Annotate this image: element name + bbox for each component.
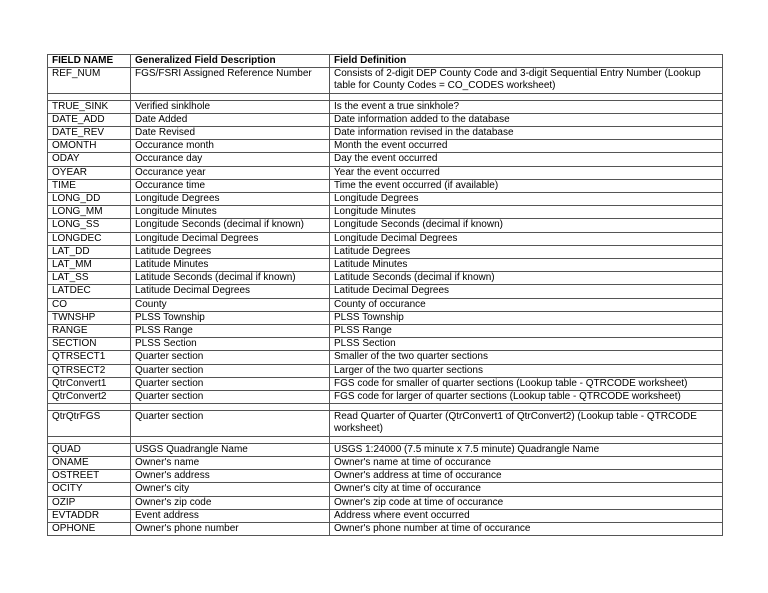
- field-name-cell: OZIP: [48, 496, 131, 509]
- generalized-description-cell: Owner's zip code: [131, 496, 330, 509]
- generalized-description-cell: PLSS Range: [131, 325, 330, 338]
- gap-cell: [131, 404, 330, 411]
- field-definition-cell: Owner's name at time of occurance: [330, 456, 723, 469]
- field-definition-cell: PLSS Range: [330, 325, 723, 338]
- table-row: [48, 483, 723, 496]
- table-row: [48, 272, 723, 285]
- field-definition-cell: Longitude Seconds (decimal if known): [330, 219, 723, 232]
- generalized-description-cell: Quarter section: [131, 411, 330, 436]
- field-name-cell: REF_NUM: [48, 68, 131, 93]
- generalized-description-cell: PLSS Township: [131, 311, 330, 324]
- generalized-description-cell: Owner's name: [131, 456, 330, 469]
- generalized-description-cell: Owner's address: [131, 470, 330, 483]
- table-row: [48, 219, 723, 232]
- table-row: [48, 325, 723, 338]
- field-definition-cell: PLSS Township: [330, 311, 723, 324]
- generalized-description-cell: Occurance day: [131, 153, 330, 166]
- row-gap: [48, 93, 723, 100]
- table-row: [48, 153, 723, 166]
- generalized-description-cell: Longitude Degrees: [131, 193, 330, 206]
- field-name-cell: ODAY: [48, 153, 131, 166]
- generalized-description-cell: Latitude Minutes: [131, 259, 330, 272]
- field-name-cell: QTRSECT1: [48, 351, 131, 364]
- field-definition-cell: Is the event a true sinkhole?: [330, 100, 723, 113]
- generalized-description-cell: Owner's phone number: [131, 522, 330, 535]
- field-definition-cell: Owner's address at time of occurance: [330, 470, 723, 483]
- generalized-description-cell: Latitude Seconds (decimal if known): [131, 272, 330, 285]
- table-row: [48, 245, 723, 258]
- field-definition-cell: Time the event occurred (if available): [330, 179, 723, 192]
- table-row: [48, 443, 723, 456]
- table-row: [48, 113, 723, 126]
- field-name-cell: LAT_DD: [48, 245, 131, 258]
- generalized-description-cell: Quarter section: [131, 351, 330, 364]
- field-definition-cell: PLSS Section: [330, 338, 723, 351]
- row-gap: [48, 436, 723, 443]
- table-body: [48, 55, 723, 536]
- field-definition-cell: Address where event occurred: [330, 509, 723, 522]
- field-name-cell: DATE_ADD: [48, 113, 131, 126]
- field-name-cell: RANGE: [48, 325, 131, 338]
- table-row: [48, 522, 723, 535]
- generalized-description-cell: Quarter section: [131, 391, 330, 404]
- field-definition-cell: Latitude Degrees: [330, 245, 723, 258]
- generalized-description-cell: Event address: [131, 509, 330, 522]
- field-name-cell: OMONTH: [48, 140, 131, 153]
- field-name-cell: SECTION: [48, 338, 131, 351]
- table-row: [48, 391, 723, 404]
- field-name-cell: TIME: [48, 179, 131, 192]
- generalized-description-cell: USGS Quadrangle Name: [131, 443, 330, 456]
- header-field-definition: Field Definition: [330, 55, 723, 68]
- field-name-cell: QtrConvert1: [48, 377, 131, 390]
- table-row: [48, 411, 723, 436]
- table-row: [48, 496, 723, 509]
- generalized-description-cell: FGS/FSRI Assigned Reference Number: [131, 68, 330, 93]
- table-row: [48, 179, 723, 192]
- generalized-description-cell: County: [131, 298, 330, 311]
- header-row: [48, 55, 723, 68]
- field-definition-cell: Longitude Decimal Degrees: [330, 232, 723, 245]
- field-definition-cell: Owner's zip code at time of occurance: [330, 496, 723, 509]
- field-definition-cell: County of occurance: [330, 298, 723, 311]
- table-row: [48, 377, 723, 390]
- field-name-cell: LONG_MM: [48, 206, 131, 219]
- field-name-cell: OPHONE: [48, 522, 131, 535]
- generalized-description-cell: Date Added: [131, 113, 330, 126]
- field-name-cell: QTRSECT2: [48, 364, 131, 377]
- field-name-cell: CO: [48, 298, 131, 311]
- table-row: [48, 68, 723, 93]
- field-name-cell: OCITY: [48, 483, 131, 496]
- row-gap: [48, 404, 723, 411]
- generalized-description-cell: Latitude Decimal Degrees: [131, 285, 330, 298]
- table-row: [48, 338, 723, 351]
- field-definition-cell: Latitude Minutes: [330, 259, 723, 272]
- table-row: [48, 311, 723, 324]
- field-definition-cell: Smaller of the two quarter sections: [330, 351, 723, 364]
- generalized-description-cell: Owner's city: [131, 483, 330, 496]
- field-name-cell: ONAME: [48, 456, 131, 469]
- generalized-description-cell: Occurance month: [131, 140, 330, 153]
- table-row: [48, 206, 723, 219]
- table-row: [48, 509, 723, 522]
- field-definition-cell: Day the event occurred: [330, 153, 723, 166]
- field-name-cell: QUAD: [48, 443, 131, 456]
- field-definition-cell: Owner's phone number at time of occurance: [330, 522, 723, 535]
- table-row: [48, 456, 723, 469]
- field-definition-cell: FGS code for larger of quarter sections (Lookup table - QTRCODE worksheet): [330, 391, 723, 404]
- gap-cell: [48, 93, 131, 100]
- gap-cell: [48, 436, 131, 443]
- field-definition-cell: Consists of 2-digit DEP County Code and 3-digit Sequential Entry Number (Lookup table for County Codes = CO_CODES worksheet): [330, 68, 723, 93]
- field-definition-cell: Date information revised in the database: [330, 127, 723, 140]
- field-definition-cell: Month the event occurred: [330, 140, 723, 153]
- field-definition-cell: Latitude Seconds (decimal if known): [330, 272, 723, 285]
- field-definition-cell: Latitude Decimal Degrees: [330, 285, 723, 298]
- field-name-cell: LONGDEC: [48, 232, 131, 245]
- generalized-description-cell: Quarter section: [131, 377, 330, 390]
- field-definitions-table: [47, 54, 723, 536]
- field-definition-cell: Longitude Degrees: [330, 193, 723, 206]
- field-name-cell: LONG_DD: [48, 193, 131, 206]
- table-row: [48, 351, 723, 364]
- field-name-cell: LAT_MM: [48, 259, 131, 272]
- field-definition-cell: Read Quarter of Quarter (QtrConvert1 of QtrConvert2) (Lookup table - QTRCODE worksheet): [330, 411, 723, 436]
- field-name-cell: OSTREET: [48, 470, 131, 483]
- gap-cell: [131, 93, 330, 100]
- table-row: [48, 166, 723, 179]
- field-definition-cell: USGS 1:24000 (7.5 minute x 7.5 minute) Quadrangle Name: [330, 443, 723, 456]
- gap-cell: [131, 436, 330, 443]
- generalized-description-cell: Longitude Seconds (decimal if known): [131, 219, 330, 232]
- generalized-description-cell: PLSS Section: [131, 338, 330, 351]
- field-name-cell: TRUE_SINK: [48, 100, 131, 113]
- field-definition-cell: Date information added to the database: [330, 113, 723, 126]
- generalized-description-cell: Quarter section: [131, 364, 330, 377]
- table-row: [48, 193, 723, 206]
- table-row: [48, 100, 723, 113]
- field-name-cell: TWNSHP: [48, 311, 131, 324]
- field-name-cell: LATDEC: [48, 285, 131, 298]
- table-row: [48, 364, 723, 377]
- field-name-cell: QtrConvert2: [48, 391, 131, 404]
- table-row: [48, 285, 723, 298]
- field-name-cell: QtrQtrFGS: [48, 411, 131, 436]
- field-definition-cell: Larger of the two quarter sections: [330, 364, 723, 377]
- field-definition-cell: Owner's city at time of occurance: [330, 483, 723, 496]
- field-definition-cell: FGS code for smaller of quarter sections (Lookup table - QTRCODE worksheet): [330, 377, 723, 390]
- generalized-description-cell: Occurance year: [131, 166, 330, 179]
- gap-cell: [330, 93, 723, 100]
- field-name-cell: LONG_SS: [48, 219, 131, 232]
- gap-cell: [330, 404, 723, 411]
- generalized-description-cell: Date Revised: [131, 127, 330, 140]
- field-name-cell: EVTADDR: [48, 509, 131, 522]
- generalized-description-cell: Occurance time: [131, 179, 330, 192]
- header-field-name: FIELD NAME: [48, 55, 131, 68]
- generalized-description-cell: Longitude Minutes: [131, 206, 330, 219]
- field-name-cell: LAT_SS: [48, 272, 131, 285]
- generalized-description-cell: Verified sinklhole: [131, 100, 330, 113]
- gap-cell: [330, 436, 723, 443]
- table-row: [48, 470, 723, 483]
- field-definition-cell: Year the event occurred: [330, 166, 723, 179]
- generalized-description-cell: Longitude Decimal Degrees: [131, 232, 330, 245]
- gap-cell: [48, 404, 131, 411]
- table-row: [48, 259, 723, 272]
- table-row: [48, 298, 723, 311]
- field-definition-cell: Longitude Minutes: [330, 206, 723, 219]
- generalized-description-cell: Latitude Degrees: [131, 245, 330, 258]
- table-row: [48, 140, 723, 153]
- field-name-cell: OYEAR: [48, 166, 131, 179]
- field-name-cell: DATE_REV: [48, 127, 131, 140]
- table-row: [48, 232, 723, 245]
- header-generalized-description: Generalized Field Description: [131, 55, 330, 68]
- table-row: [48, 127, 723, 140]
